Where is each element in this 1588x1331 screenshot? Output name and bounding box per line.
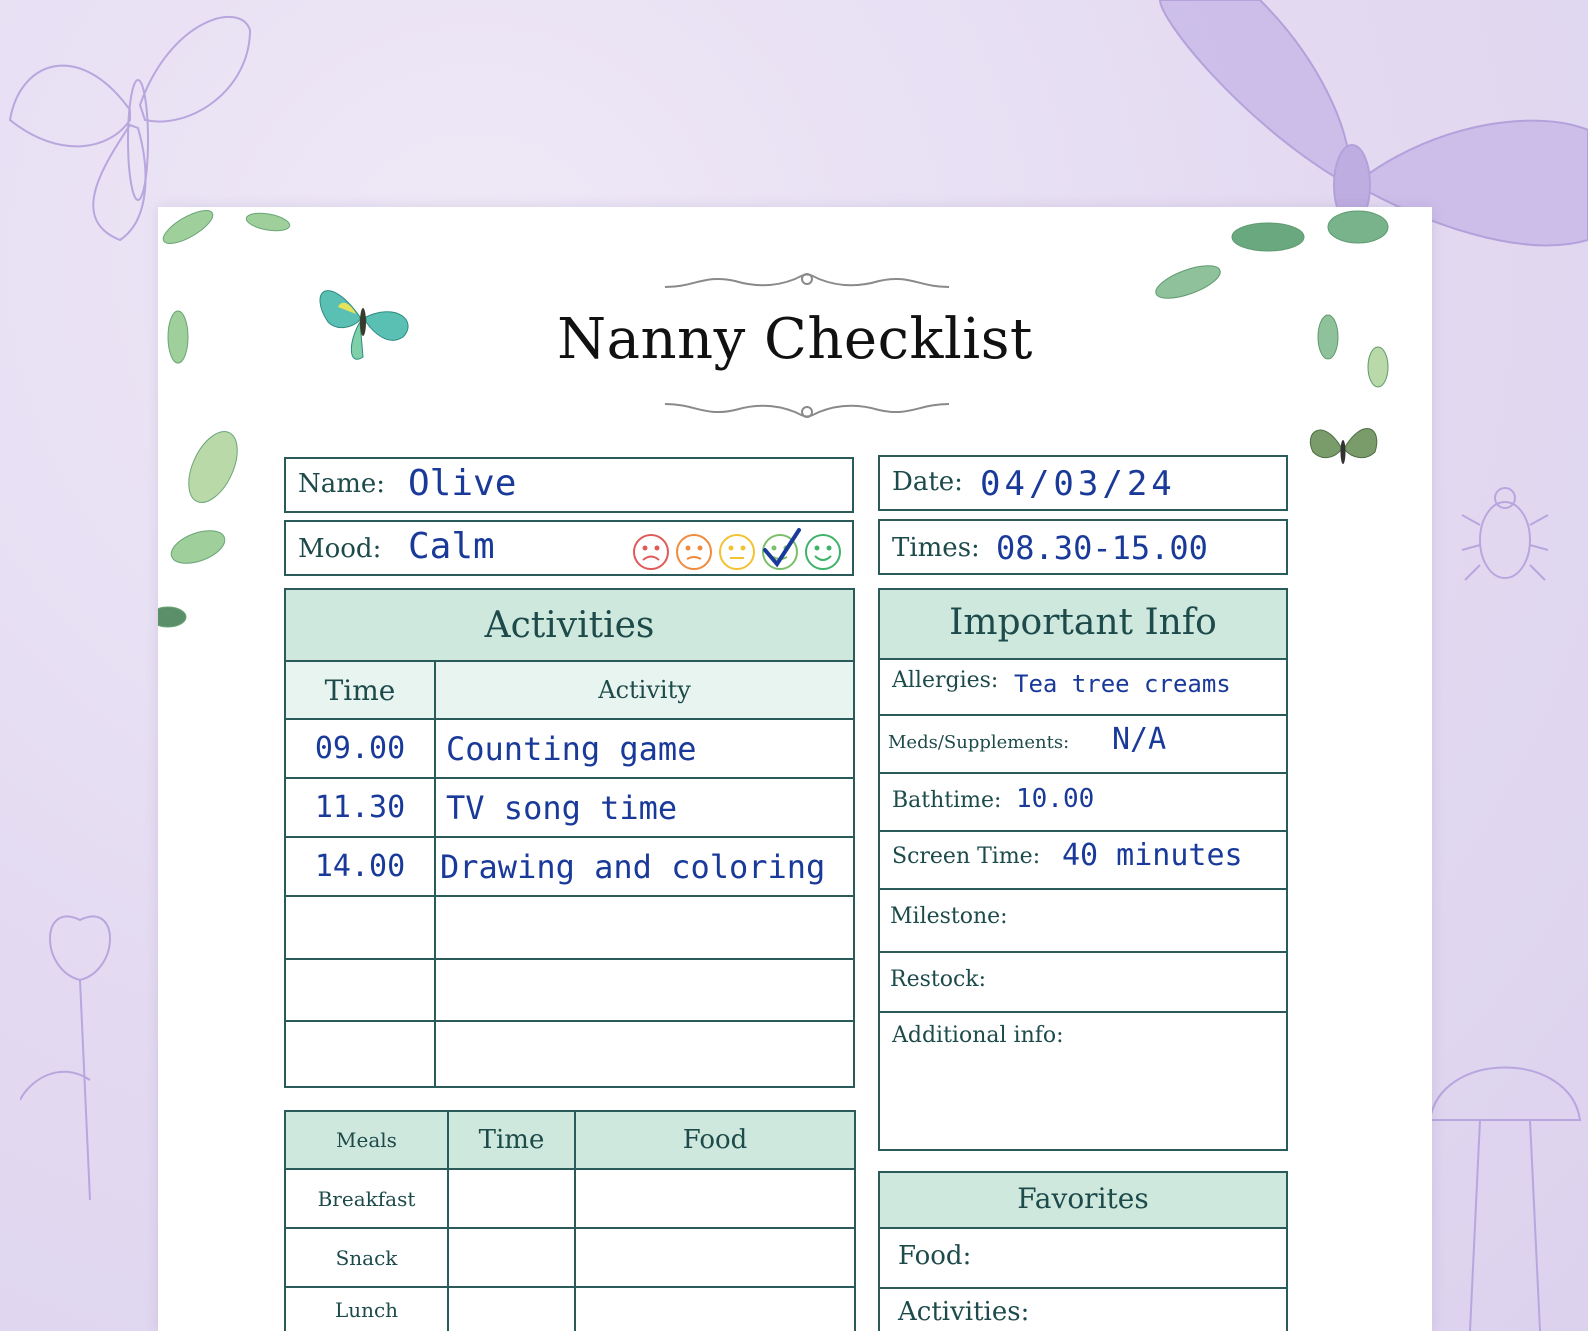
screen-time-row[interactable] [880, 832, 1286, 890]
name-field[interactable] [284, 457, 854, 513]
milestone-row[interactable] [880, 890, 1286, 953]
table-row[interactable] [285, 837, 854, 896]
bathtime-label: Bathtime: [892, 788, 1002, 813]
mood-face-neutral-icon [720, 535, 754, 569]
meals-col-time: Time [448, 1111, 575, 1169]
important-info-heading: Important Info [880, 590, 1286, 660]
favorites-food-label: Food: [898, 1241, 972, 1271]
title-ornament-bottom-icon [665, 392, 949, 422]
flower-outline-left-icon [20, 780, 160, 1200]
table-row[interactable] [285, 1228, 855, 1287]
favorites-section [878, 1171, 1288, 1331]
meds-row[interactable] [880, 716, 1286, 774]
mushroom-outline-icon [1420, 1040, 1588, 1331]
meds-label: Meds/Supplements: [888, 732, 1070, 753]
milestone-label: Milestone: [890, 904, 1008, 929]
date-label: Date: [892, 467, 963, 497]
beetle-outline-icon [1460, 470, 1550, 590]
table-row[interactable] [285, 1287, 855, 1331]
bathtime-value: 10.00 [1016, 784, 1095, 814]
name-label: Name: [298, 469, 386, 499]
mood-field[interactable] [284, 520, 854, 576]
activities-col-time: Time [285, 661, 435, 719]
activity-desc-3[interactable]: Drawing and coloring [435, 837, 854, 896]
meal-lunch-food[interactable] [575, 1287, 855, 1331]
activity-time-6[interactable] [285, 1021, 435, 1087]
activity-time-2[interactable]: 11.30 [285, 778, 435, 837]
activities-section [284, 588, 855, 1087]
allergies-value: Tea tree creams [1014, 670, 1231, 698]
mood-value: Calm [408, 526, 495, 567]
meal-lunch-time[interactable] [448, 1287, 575, 1331]
mood-label: Mood: [298, 534, 382, 564]
date-field[interactable] [878, 455, 1288, 511]
allergies-row[interactable] [880, 660, 1286, 716]
title-ornament-top-icon [665, 269, 949, 299]
bathtime-row[interactable] [880, 774, 1286, 832]
activities-col-activity: Activity [435, 661, 854, 719]
additional-info-label: Additional info: [892, 1023, 1064, 1048]
meals-col-meals: Meals [285, 1111, 448, 1169]
meds-value: N/A [1112, 722, 1167, 757]
times-value: 08.30-15.00 [996, 529, 1208, 567]
mood-face-sad-icon [677, 535, 711, 569]
mood-scale[interactable] [631, 528, 846, 572]
favorites-activities-label: Activities: [898, 1297, 1030, 1327]
table-row[interactable] [285, 778, 854, 837]
table-row[interactable] [285, 1169, 855, 1228]
additional-info-row[interactable] [880, 1013, 1286, 1153]
restock-label: Restock: [890, 967, 987, 992]
favorites-heading: Favorites [880, 1173, 1286, 1229]
screen-time-label: Screen Time: [892, 844, 1041, 869]
butterfly-green-icon [1303, 412, 1383, 482]
activity-desc-1[interactable]: Counting game [435, 719, 854, 778]
meal-breakfast-label: Breakfast [285, 1169, 448, 1228]
meals-col-food: Food [575, 1111, 855, 1169]
activity-desc-6[interactable] [435, 1021, 854, 1087]
page-title: Nanny Checklist [557, 307, 1033, 372]
activities-heading: Activities [285, 589, 854, 661]
allergies-label: Allergies: [892, 668, 999, 693]
table-row[interactable] [285, 1021, 854, 1087]
meal-snack-food[interactable] [575, 1228, 855, 1287]
meal-breakfast-time[interactable] [448, 1169, 575, 1228]
restock-row[interactable] [880, 953, 1286, 1013]
table-row[interactable] [285, 959, 854, 1021]
times-label: Times: [892, 533, 980, 563]
meal-breakfast-food[interactable] [575, 1169, 855, 1228]
table-row[interactable] [285, 896, 854, 959]
mood-face-very-sad-icon [634, 535, 668, 569]
date-value: 04/03/24 [980, 464, 1176, 504]
meal-snack-label: Snack [285, 1228, 448, 1287]
times-field[interactable] [878, 519, 1288, 575]
important-info-section [878, 588, 1288, 1151]
activity-time-1[interactable]: 09.00 [285, 719, 435, 778]
activity-desc-4[interactable] [435, 896, 854, 959]
table-row[interactable] [285, 719, 854, 778]
favorites-activities-row[interactable] [880, 1289, 1286, 1331]
activity-desc-2[interactable]: TV song time [435, 778, 854, 837]
activity-time-4[interactable] [285, 896, 435, 959]
meal-lunch-label: Lunch [285, 1287, 448, 1331]
checklist-page [158, 207, 1432, 1331]
activity-time-5[interactable] [285, 959, 435, 1021]
activity-time-3[interactable]: 14.00 [285, 837, 435, 896]
meals-section [284, 1110, 856, 1331]
meal-snack-time[interactable] [448, 1228, 575, 1287]
mood-face-happy-icon [806, 535, 840, 569]
activity-desc-5[interactable] [435, 959, 854, 1021]
favorites-food-row[interactable] [880, 1229, 1286, 1289]
screen-time-value: 40 minutes [1062, 838, 1243, 873]
name-value: Olive [408, 463, 517, 504]
